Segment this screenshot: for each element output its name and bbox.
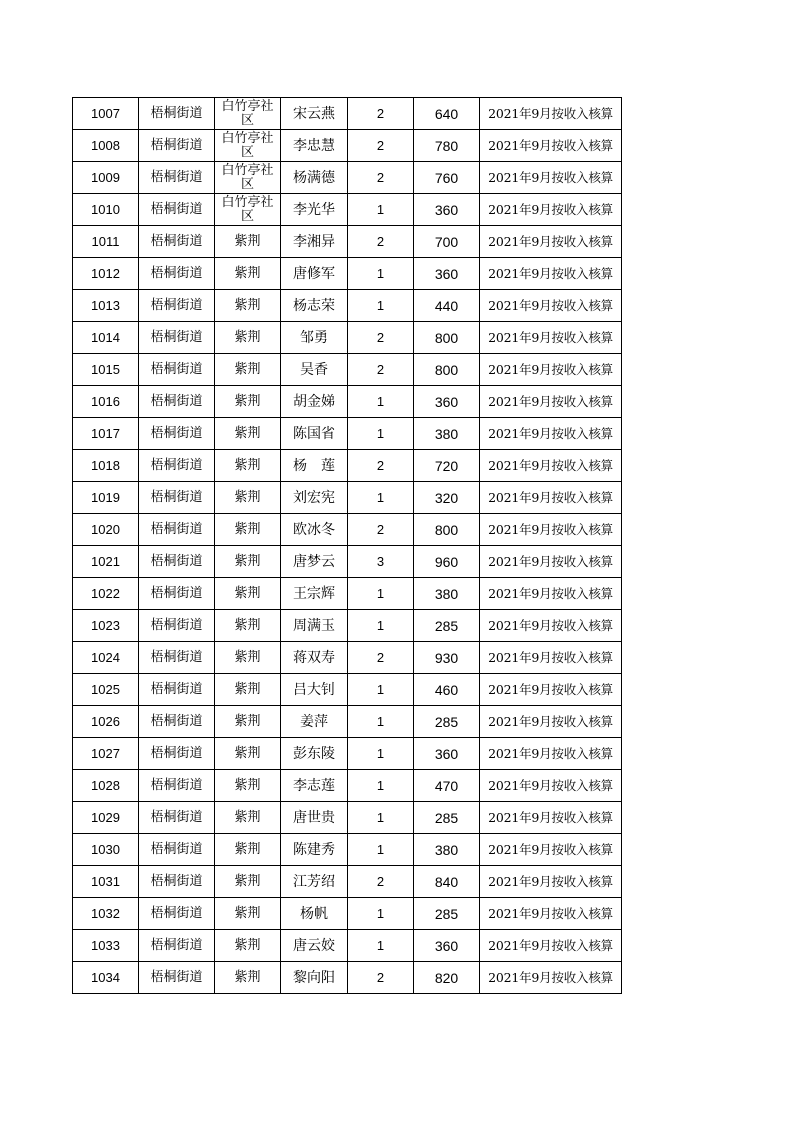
record-id-cell: 1017 — [73, 418, 139, 450]
street-cell: 梧桐街道 — [139, 322, 215, 354]
note-cell: 2021年9月按收入核算 — [480, 354, 622, 386]
community-cell: 紫荆 — [215, 738, 281, 770]
amount-cell: 285 — [414, 898, 480, 930]
person-name-cell: 吴香 — [281, 354, 348, 386]
note-cell: 2021年9月按收入核算 — [480, 578, 622, 610]
table-row — [73, 386, 622, 418]
note-cell: 2021年9月按收入核算 — [480, 706, 622, 738]
table-row — [73, 770, 622, 802]
household-size-cell: 2 — [348, 226, 414, 258]
note-cell: 2021年9月按收入核算 — [480, 930, 622, 962]
record-id-cell: 1026 — [73, 706, 139, 738]
community-cell: 紫荆 — [215, 482, 281, 514]
person-name-cell: 唐修军 — [281, 258, 348, 290]
amount-cell: 285 — [414, 706, 480, 738]
record-id-cell: 1012 — [73, 258, 139, 290]
person-name-cell: 李湘异 — [281, 226, 348, 258]
note-cell: 2021年9月按收入核算 — [480, 802, 622, 834]
note-cell: 2021年9月按收入核算 — [480, 226, 622, 258]
community-cell: 白竹亭社区 — [215, 130, 281, 162]
amount-cell: 380 — [414, 578, 480, 610]
street-cell: 梧桐街道 — [139, 962, 215, 994]
table-row — [73, 98, 622, 130]
household-size-cell: 1 — [348, 482, 414, 514]
community-cell: 紫荆 — [215, 610, 281, 642]
table-row — [73, 322, 622, 354]
table-row — [73, 514, 622, 546]
table-row — [73, 738, 622, 770]
table-row — [73, 930, 622, 962]
community-cell: 紫荆 — [215, 546, 281, 578]
amount-cell: 360 — [414, 194, 480, 226]
community-cell: 紫荆 — [215, 258, 281, 290]
table-row — [73, 418, 622, 450]
household-size-cell: 2 — [348, 98, 414, 130]
household-size-cell: 1 — [348, 290, 414, 322]
person-name-cell: 蒋双寿 — [281, 642, 348, 674]
person-name-cell: 刘宏宪 — [281, 482, 348, 514]
record-id-cell: 1033 — [73, 930, 139, 962]
amount-cell: 780 — [414, 130, 480, 162]
amount-cell: 760 — [414, 162, 480, 194]
community-cell: 紫荆 — [215, 418, 281, 450]
street-cell: 梧桐街道 — [139, 290, 215, 322]
person-name-cell: 唐梦云 — [281, 546, 348, 578]
household-size-cell: 3 — [348, 546, 414, 578]
person-name-cell: 江芳绍 — [281, 866, 348, 898]
amount-cell: 800 — [414, 514, 480, 546]
person-name-cell: 杨 莲 — [281, 450, 348, 482]
record-id-cell: 1031 — [73, 866, 139, 898]
amount-cell: 700 — [414, 226, 480, 258]
amount-cell: 470 — [414, 770, 480, 802]
community-cell: 紫荆 — [215, 802, 281, 834]
table-row — [73, 130, 622, 162]
person-name-cell: 宋云燕 — [281, 98, 348, 130]
table-row — [73, 578, 622, 610]
street-cell: 梧桐街道 — [139, 642, 215, 674]
record-id-cell: 1024 — [73, 642, 139, 674]
person-name-cell: 王宗辉 — [281, 578, 348, 610]
household-size-cell: 2 — [348, 866, 414, 898]
household-size-cell: 2 — [348, 322, 414, 354]
person-name-cell: 唐世贵 — [281, 802, 348, 834]
note-cell: 2021年9月按收入核算 — [480, 898, 622, 930]
table-row — [73, 674, 622, 706]
community-cell: 紫荆 — [215, 834, 281, 866]
note-cell: 2021年9月按收入核算 — [480, 642, 622, 674]
street-cell: 梧桐街道 — [139, 674, 215, 706]
person-name-cell: 陈建秀 — [281, 834, 348, 866]
record-id-cell: 1019 — [73, 482, 139, 514]
table-row — [73, 866, 622, 898]
table-row — [73, 290, 622, 322]
table-row — [73, 162, 622, 194]
person-name-cell: 黎向阳 — [281, 962, 348, 994]
household-size-cell: 2 — [348, 450, 414, 482]
table-row — [73, 642, 622, 674]
community-cell: 紫荆 — [215, 354, 281, 386]
note-cell: 2021年9月按收入核算 — [480, 514, 622, 546]
record-id-cell: 1014 — [73, 322, 139, 354]
street-cell: 梧桐街道 — [139, 130, 215, 162]
record-id-cell: 1021 — [73, 546, 139, 578]
community-cell: 紫荆 — [215, 770, 281, 802]
street-cell: 梧桐街道 — [139, 706, 215, 738]
amount-cell: 440 — [414, 290, 480, 322]
street-cell: 梧桐街道 — [139, 386, 215, 418]
record-id-cell: 1029 — [73, 802, 139, 834]
community-cell: 白竹亭社区 — [215, 98, 281, 130]
person-name-cell: 胡金娣 — [281, 386, 348, 418]
street-cell: 梧桐街道 — [139, 738, 215, 770]
note-cell: 2021年9月按收入核算 — [480, 418, 622, 450]
street-cell: 梧桐街道 — [139, 898, 215, 930]
household-size-cell: 2 — [348, 962, 414, 994]
table-row — [73, 194, 622, 226]
note-cell: 2021年9月按收入核算 — [480, 162, 622, 194]
street-cell: 梧桐街道 — [139, 770, 215, 802]
note-cell: 2021年9月按收入核算 — [480, 866, 622, 898]
amount-cell: 285 — [414, 610, 480, 642]
street-cell: 梧桐街道 — [139, 930, 215, 962]
household-size-cell: 2 — [348, 130, 414, 162]
street-cell: 梧桐街道 — [139, 610, 215, 642]
street-cell: 梧桐街道 — [139, 162, 215, 194]
street-cell: 梧桐街道 — [139, 578, 215, 610]
street-cell: 梧桐街道 — [139, 514, 215, 546]
community-cell: 紫荆 — [215, 898, 281, 930]
community-cell: 白竹亭社区 — [215, 194, 281, 226]
person-name-cell: 欧冰冬 — [281, 514, 348, 546]
person-name-cell: 杨满德 — [281, 162, 348, 194]
record-id-cell: 1030 — [73, 834, 139, 866]
community-cell: 紫荆 — [215, 450, 281, 482]
record-id-cell: 1025 — [73, 674, 139, 706]
community-cell: 紫荆 — [215, 322, 281, 354]
household-size-cell: 1 — [348, 674, 414, 706]
household-size-cell: 1 — [348, 834, 414, 866]
household-size-cell: 2 — [348, 642, 414, 674]
household-size-cell: 1 — [348, 706, 414, 738]
note-cell: 2021年9月按收入核算 — [480, 450, 622, 482]
person-name-cell: 杨志荣 — [281, 290, 348, 322]
table-row — [73, 226, 622, 258]
amount-cell: 380 — [414, 834, 480, 866]
amount-cell: 960 — [414, 546, 480, 578]
table-row — [73, 962, 622, 994]
person-name-cell: 陈国省 — [281, 418, 348, 450]
household-size-cell: 2 — [348, 514, 414, 546]
street-cell: 梧桐街道 — [139, 258, 215, 290]
amount-cell: 320 — [414, 482, 480, 514]
street-cell: 梧桐街道 — [139, 98, 215, 130]
record-id-cell: 1016 — [73, 386, 139, 418]
community-cell: 白竹亭社区 — [215, 162, 281, 194]
street-cell: 梧桐街道 — [139, 866, 215, 898]
household-size-cell: 1 — [348, 258, 414, 290]
street-cell: 梧桐街道 — [139, 354, 215, 386]
amount-cell: 800 — [414, 354, 480, 386]
amount-cell: 360 — [414, 738, 480, 770]
record-id-cell: 1011 — [73, 226, 139, 258]
amount-cell: 840 — [414, 866, 480, 898]
note-cell: 2021年9月按收入核算 — [480, 130, 622, 162]
street-cell: 梧桐街道 — [139, 418, 215, 450]
person-name-cell: 李忠慧 — [281, 130, 348, 162]
record-id-cell: 1027 — [73, 738, 139, 770]
household-size-cell: 1 — [348, 802, 414, 834]
community-cell: 紫荆 — [215, 578, 281, 610]
street-cell: 梧桐街道 — [139, 482, 215, 514]
street-cell: 梧桐街道 — [139, 834, 215, 866]
note-cell: 2021年9月按收入核算 — [480, 258, 622, 290]
person-name-cell: 周满玉 — [281, 610, 348, 642]
table-row — [73, 802, 622, 834]
record-id-cell: 1020 — [73, 514, 139, 546]
record-id-cell: 1007 — [73, 98, 139, 130]
roster-body — [73, 98, 622, 994]
record-id-cell: 1034 — [73, 962, 139, 994]
community-cell: 紫荆 — [215, 866, 281, 898]
person-name-cell: 姜萍 — [281, 706, 348, 738]
note-cell: 2021年9月按收入核算 — [480, 738, 622, 770]
community-cell: 紫荆 — [215, 514, 281, 546]
street-cell: 梧桐街道 — [139, 194, 215, 226]
amount-cell: 360 — [414, 258, 480, 290]
amount-cell: 460 — [414, 674, 480, 706]
record-id-cell: 1028 — [73, 770, 139, 802]
table-row — [73, 610, 622, 642]
note-cell: 2021年9月按收入核算 — [480, 194, 622, 226]
household-size-cell: 1 — [348, 898, 414, 930]
amount-cell: 380 — [414, 418, 480, 450]
household-size-cell: 1 — [348, 418, 414, 450]
amount-cell: 720 — [414, 450, 480, 482]
household-size-cell: 1 — [348, 930, 414, 962]
record-id-cell: 1018 — [73, 450, 139, 482]
amount-cell: 800 — [414, 322, 480, 354]
community-cell: 紫荆 — [215, 642, 281, 674]
person-name-cell: 李志莲 — [281, 770, 348, 802]
household-size-cell: 1 — [348, 610, 414, 642]
amount-cell: 640 — [414, 98, 480, 130]
table-row — [73, 354, 622, 386]
amount-cell: 930 — [414, 642, 480, 674]
community-cell: 紫荆 — [215, 962, 281, 994]
community-cell: 紫荆 — [215, 930, 281, 962]
note-cell: 2021年9月按收入核算 — [480, 834, 622, 866]
household-size-cell: 1 — [348, 738, 414, 770]
note-cell: 2021年9月按收入核算 — [480, 546, 622, 578]
table-row — [73, 898, 622, 930]
community-cell: 紫荆 — [215, 674, 281, 706]
household-size-cell: 2 — [348, 354, 414, 386]
street-cell: 梧桐街道 — [139, 450, 215, 482]
community-cell: 紫荆 — [215, 226, 281, 258]
note-cell: 2021年9月按收入核算 — [480, 98, 622, 130]
note-cell: 2021年9月按收入核算 — [480, 322, 622, 354]
community-cell: 紫荆 — [215, 386, 281, 418]
community-cell: 紫荆 — [215, 290, 281, 322]
note-cell: 2021年9月按收入核算 — [480, 962, 622, 994]
amount-cell: 285 — [414, 802, 480, 834]
table-row — [73, 450, 622, 482]
assistance-roster-table — [72, 97, 622, 994]
record-id-cell: 1015 — [73, 354, 139, 386]
person-name-cell: 彭东陵 — [281, 738, 348, 770]
note-cell: 2021年9月按收入核算 — [480, 770, 622, 802]
street-cell: 梧桐街道 — [139, 226, 215, 258]
record-id-cell: 1010 — [73, 194, 139, 226]
street-cell: 梧桐街道 — [139, 546, 215, 578]
note-cell: 2021年9月按收入核算 — [480, 386, 622, 418]
person-name-cell: 邹勇 — [281, 322, 348, 354]
table-row — [73, 258, 622, 290]
note-cell: 2021年9月按收入核算 — [480, 482, 622, 514]
note-cell: 2021年9月按收入核算 — [480, 610, 622, 642]
record-id-cell: 1009 — [73, 162, 139, 194]
street-cell: 梧桐街道 — [139, 802, 215, 834]
record-id-cell: 1013 — [73, 290, 139, 322]
person-name-cell: 吕大钊 — [281, 674, 348, 706]
note-cell: 2021年9月按收入核算 — [480, 674, 622, 706]
table-row — [73, 546, 622, 578]
amount-cell: 360 — [414, 930, 480, 962]
record-id-cell: 1023 — [73, 610, 139, 642]
household-size-cell: 1 — [348, 770, 414, 802]
person-name-cell: 杨帆 — [281, 898, 348, 930]
amount-cell: 820 — [414, 962, 480, 994]
record-id-cell: 1008 — [73, 130, 139, 162]
household-size-cell: 2 — [348, 162, 414, 194]
table-row — [73, 482, 622, 514]
community-cell: 紫荆 — [215, 706, 281, 738]
table-row — [73, 834, 622, 866]
note-cell: 2021年9月按收入核算 — [480, 290, 622, 322]
household-size-cell: 1 — [348, 578, 414, 610]
household-size-cell: 1 — [348, 386, 414, 418]
record-id-cell: 1022 — [73, 578, 139, 610]
household-size-cell: 1 — [348, 194, 414, 226]
person-name-cell: 李光华 — [281, 194, 348, 226]
table-row — [73, 706, 622, 738]
amount-cell: 360 — [414, 386, 480, 418]
record-id-cell: 1032 — [73, 898, 139, 930]
person-name-cell: 唐云姣 — [281, 930, 348, 962]
